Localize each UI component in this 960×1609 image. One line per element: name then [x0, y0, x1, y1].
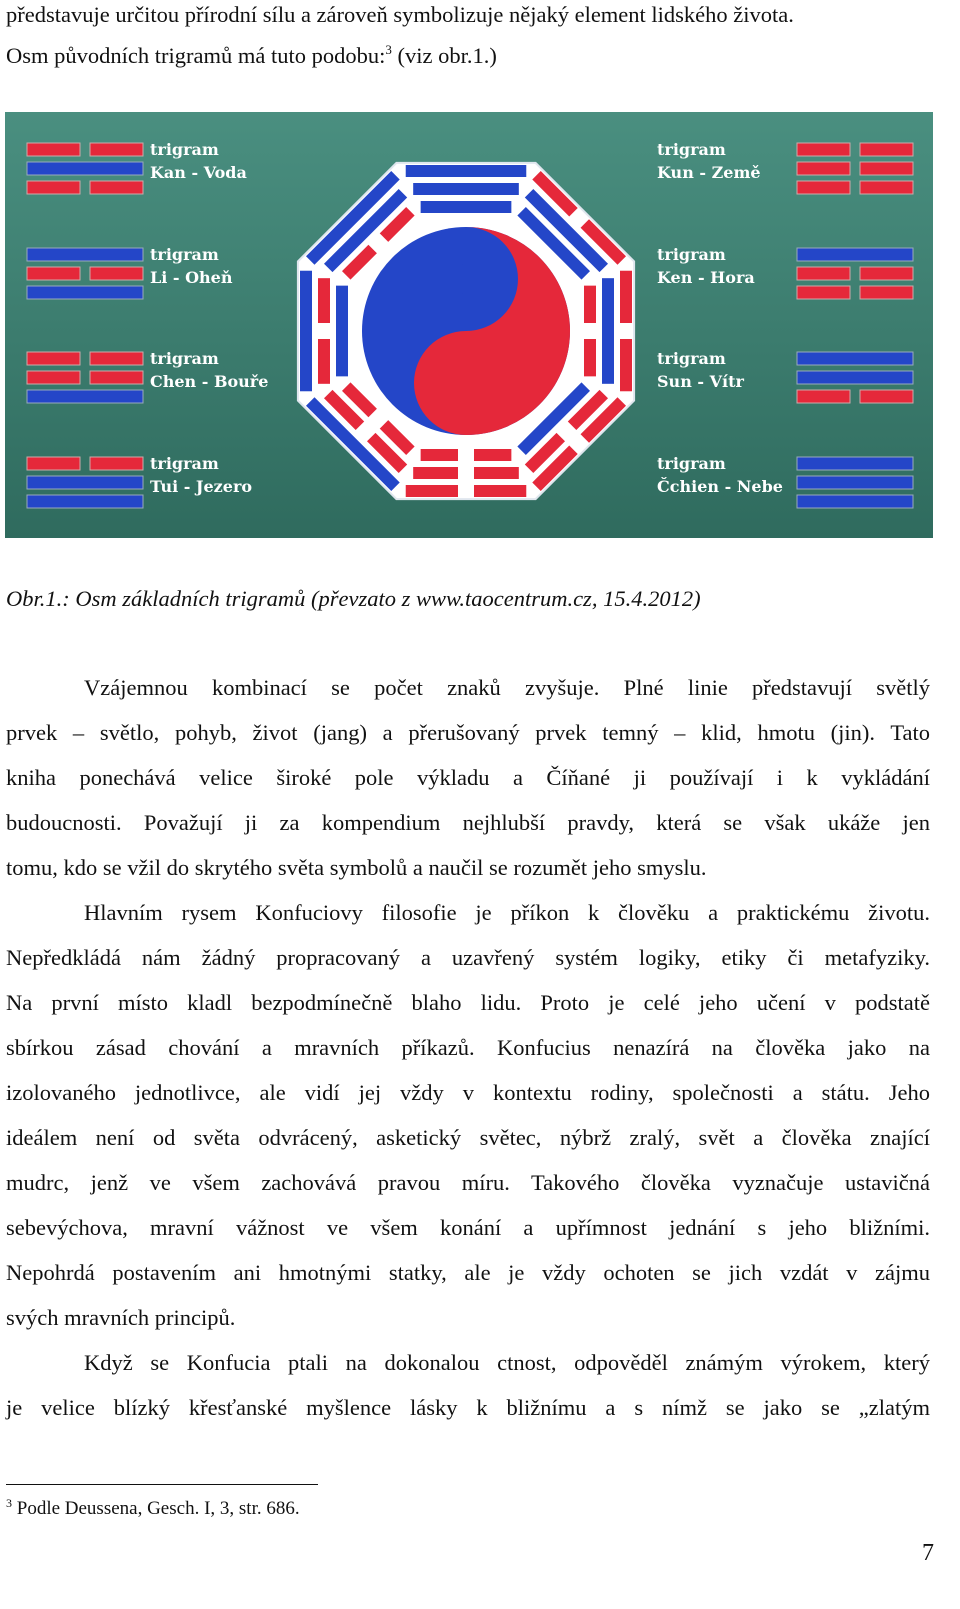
footnote-mark: 3: [6, 1496, 12, 1510]
trigram-label: Tui - Jezero: [150, 477, 253, 496]
broken-line: [27, 267, 80, 280]
broken-line: [474, 485, 526, 497]
text-line: Nepředkládá nám žádný propracovaný a uzavřený systém logiky, etiky či metafyziky.: [6, 945, 930, 970]
broken-line: [27, 143, 80, 156]
text-line: ideálem není od světa odvrácený, asketický světec, nýbrž zralý, svět a člověka znající: [6, 1125, 930, 1150]
solid-line: [336, 286, 348, 377]
trigram-label: trigram: [657, 140, 726, 159]
broken-line: [584, 286, 596, 323]
text-line: Na první místo kladl bezpodmínečně blaho lidu. Proto je celé jeho učení v podstatě: [6, 990, 930, 1015]
broken-line: [474, 467, 519, 479]
trigram-label: Sun - Vítr: [657, 372, 744, 391]
text-line: je velice blízký křesťanské myšlence lásky k bližnímu a s nímž se jako se „zlatým: [6, 1395, 930, 1420]
broken-line: [27, 352, 80, 365]
trigram-label: trigram: [150, 349, 219, 368]
broken-line: [860, 267, 913, 280]
solid-line: [27, 286, 143, 299]
broken-line: [860, 390, 913, 403]
trigram-label: trigram: [657, 245, 726, 264]
solid-line: [27, 162, 143, 175]
trigram-label: Li - Oheň: [150, 268, 233, 287]
broken-line: [406, 485, 458, 497]
text-line: Nepohrdá postavením ani hmotnými statky, ale je vždy ochoten se jich vzdát v zájmu: [6, 1260, 930, 1285]
solid-line: [413, 183, 519, 195]
text-line: Když se Konfucia ptali na dokonalou ctnost, odpověděl známým výrokem, který: [84, 1350, 930, 1375]
solid-line: [27, 476, 143, 489]
text-line: tomu, kdo se vžil do skrytého světa symbolů a naučil se rozumět jeho smyslu.: [6, 855, 707, 880]
text-line: představuje určitou přírodní sílu a zároveň symbolizuje nějaký element lidského života.: [6, 2, 794, 27]
broken-line: [27, 181, 80, 194]
text-span: Osm původních trigramů má tuto podobu:: [6, 43, 386, 68]
text-line: [6, 41, 930, 71]
octagon-trigram: [406, 165, 527, 213]
page-number: 7: [922, 1540, 934, 1566]
footnote-separator: [6, 1484, 318, 1485]
broken-line: [797, 390, 850, 403]
broken-line: [860, 162, 913, 175]
text-line: Hlavním rysem Konfuciovy filosofie je příkon k člověku a praktickému životu.: [84, 900, 930, 925]
solid-line: [797, 352, 913, 365]
text-line: sbírkou zásad chování a mravních příkazů. Konfucius nenazírá na člověka jako na: [6, 1035, 930, 1060]
trigram-label: Chen - Bouře: [150, 372, 269, 391]
broken-line: [584, 339, 596, 376]
text-line: prvek – světlo, pohyb, život (jang) a přerušovaný prvek temný – klid, hmotu (jin). Tato: [6, 720, 930, 745]
broken-line: [797, 181, 850, 194]
solid-line: [602, 278, 614, 384]
trigram-label: Kan - Voda: [150, 163, 247, 182]
trigram-label: trigram: [657, 454, 726, 473]
broken-line: [860, 286, 913, 299]
footnote: [6, 1498, 300, 1520]
broken-line: [27, 457, 80, 470]
trigram-label: trigram: [657, 349, 726, 368]
footnote-text: Podle Deussena, Gesch. I, 3, str. 686.: [12, 1498, 300, 1519]
broken-line: [620, 339, 632, 391]
yin-dot: [451, 264, 481, 294]
broken-line: [27, 371, 80, 384]
solid-line: [406, 165, 527, 177]
solid-line: [27, 390, 143, 403]
broken-line: [90, 352, 143, 365]
text-line: mudrc, jenž ve všem zachovává pravou míru. Takového člověka vyznačuje ustavičná: [6, 1170, 930, 1195]
broken-line: [90, 457, 143, 470]
broken-line: [620, 271, 632, 323]
solid-line: [797, 495, 913, 508]
text-line: svých mravních principů.: [6, 1305, 236, 1330]
broken-line: [860, 181, 913, 194]
broken-line: [90, 181, 143, 194]
trigram-label: trigram: [150, 140, 219, 159]
broken-line: [90, 267, 143, 280]
solid-line: [797, 248, 913, 261]
text-line: izolovaného jednotlivce, ale vidí jej vždy v kontextu rodiny, společnosti a státu. Jeho: [6, 1080, 930, 1105]
trigram-label: trigram: [150, 245, 219, 264]
figure-ref: (viz obr.1.): [391, 43, 497, 68]
broken-line: [90, 371, 143, 384]
yang-dot: [451, 368, 481, 398]
broken-line: [797, 143, 850, 156]
trigram-label: Čchien - Nebe: [657, 477, 783, 496]
broken-line: [421, 449, 458, 461]
footnote-ref: 3: [385, 42, 392, 57]
solid-line: [797, 476, 913, 489]
bagua-figure: [5, 112, 933, 538]
text-line: sebevýchova, mravní vážnost ve všem konání a upřímnost jednání s jeho bližními.: [6, 1215, 930, 1240]
broken-line: [413, 467, 458, 479]
solid-line: [421, 201, 512, 213]
solid-line: [797, 457, 913, 470]
figure-caption: Obr.1.: Osm základních trigramů (převzato z www.taocentrum.cz, 15.4.2012): [6, 586, 701, 611]
solid-line: [300, 271, 312, 392]
trigram-label: Ken - Hora: [657, 268, 755, 287]
text-line: Vzájemnou kombinací se počet znaků zvyšuje. Plné linie představují světlý: [84, 675, 930, 700]
broken-line: [797, 267, 850, 280]
broken-line: [318, 278, 330, 323]
solid-line: [27, 495, 143, 508]
broken-line: [797, 286, 850, 299]
broken-line: [474, 449, 511, 461]
yin-yang-symbol: [359, 224, 573, 438]
broken-line: [318, 339, 330, 384]
text-line: kniha ponechává velice široké pole výkladu a Číňané ji používají i k vykládání: [6, 765, 930, 790]
trigram-label: trigram: [150, 454, 219, 473]
text-line: budoucnosti. Považují ji za kompendium nejhlubší pravdy, která se však ukáže jen: [6, 810, 930, 835]
broken-line: [860, 143, 913, 156]
broken-line: [90, 143, 143, 156]
broken-line: [797, 162, 850, 175]
solid-line: [27, 248, 143, 261]
trigram-label: Kun - Země: [657, 163, 761, 182]
solid-line: [797, 371, 913, 384]
